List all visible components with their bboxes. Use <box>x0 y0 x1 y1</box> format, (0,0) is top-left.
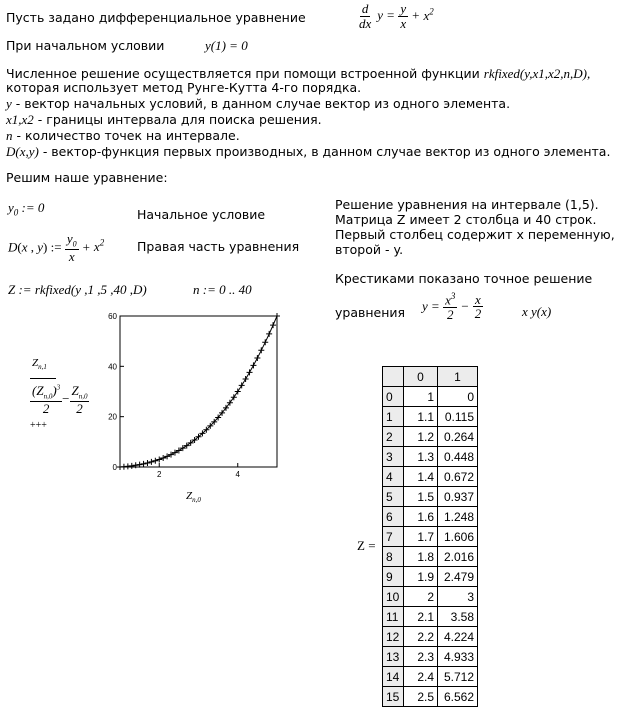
matrix-row <box>383 667 478 687</box>
matrix-label: Z = <box>357 538 376 553</box>
matrix-cell: 0.448 <box>438 447 478 467</box>
matrix-row <box>383 387 478 407</box>
matrix-cell: 6.562 <box>438 687 478 707</box>
matrix-row-index: 15 <box>383 687 404 707</box>
matrix-row <box>383 447 478 467</box>
matrix-cell: 1.9 <box>404 567 438 587</box>
y-tick-label: 60 <box>108 312 117 321</box>
matrix-cell: 5.712 <box>438 667 478 687</box>
solution-note-4: второй - y. <box>335 242 404 257</box>
matrix-row-index: 12 <box>383 627 404 647</box>
x-tick-label: 2 <box>157 470 162 479</box>
legend-series-1-line <box>30 378 56 379</box>
solution-note-2: Матрица Z имеет 2 столбца и 40 строк. <box>335 212 597 227</box>
matrix-row <box>383 527 478 547</box>
desc-line-1: Численное решение осуществляется при помощи встроенной функции rkfixed(y,x1,x2,n,D), <box>6 66 591 81</box>
n-range-definition: n := 0 .. 40 <box>193 282 252 297</box>
matrix-row-index: 9 <box>383 567 404 587</box>
matrix-row-index: 8 <box>383 547 404 567</box>
matrix-cell: 1.248 <box>438 507 478 527</box>
matrix-row <box>383 607 478 627</box>
matrix-cell: 1.5 <box>404 487 438 507</box>
desc-line-7: Решим наше уравнение: <box>6 170 168 185</box>
D-definition: D(x , y) := $\frac{y_0}{x}$ + $x^2$ <box>8 231 105 264</box>
ode-equation: $\frac{d}{dx}$ y = $\frac{y}{x}$ + $x^2$ <box>359 1 434 31</box>
matrix-cell: 1.8 <box>404 547 438 567</box>
matrix-row <box>383 467 478 487</box>
y-tick-label: 20 <box>108 412 117 422</box>
matrix-row <box>383 407 478 427</box>
matrix-row-index: 3 <box>383 447 404 467</box>
matrix-cell: 1.7 <box>404 527 438 547</box>
matrix-cell: 0 <box>438 387 478 407</box>
matrix-cell: 3.58 <box>438 607 478 627</box>
matrix-cell: 2.5 <box>404 687 438 707</box>
x-yx-evaluation: x y(x) <box>522 304 552 319</box>
matrix-row <box>383 627 478 647</box>
matrix-cell: 0.672 <box>438 467 478 487</box>
matrix-cell: 2.479 <box>438 567 478 587</box>
y-tick-label: 40 <box>108 362 117 372</box>
matrix-row <box>383 647 478 667</box>
matrix-row <box>383 547 478 567</box>
matrix-row-index: 1 <box>383 407 404 427</box>
matrix-cell: 0.937 <box>438 487 478 507</box>
matrix-cell: 2.1 <box>404 607 438 627</box>
matrix-row-index: 14 <box>383 667 404 687</box>
matrix-cell: 1.4 <box>404 467 438 487</box>
initial-condition: y(1) = 0 <box>205 38 248 53</box>
solution-note-3: Первый столбец содержит x переменную, <box>335 227 615 242</box>
desc-line-3: y - вектор начальных условий, в данном случае вектор из одного элемента. <box>6 96 511 111</box>
legend-series-1: $Z_{n,1}$ <box>32 357 47 372</box>
matrix-cell: 3 <box>438 587 478 607</box>
matrix-row-index: 0 <box>383 387 404 407</box>
intro-line-1: Пусть задано дифференциальное уравнение <box>6 10 306 25</box>
exact-solution-note: Крестиками показано точное решение <box>335 271 593 286</box>
matrix-row-index: 11 <box>383 607 404 627</box>
x-tick-label: 4 <box>235 470 240 479</box>
matrix-row <box>383 587 478 607</box>
matrix-cell: 1.6 <box>404 507 438 527</box>
x-axis-label: $Z_{n,0}$ <box>186 490 201 505</box>
matrix-cell: 4.933 <box>438 647 478 667</box>
plot-area <box>120 316 277 467</box>
matrix-row <box>383 487 478 507</box>
matrix-row <box>383 427 478 447</box>
matrix-row-index: 5 <box>383 487 404 507</box>
desc-line-2: которая использует метод Рунге-Кутта 4-го порядка. <box>6 80 362 95</box>
matrix-cell: 1.1 <box>404 407 438 427</box>
matrix-cell: 0.115 <box>438 407 478 427</box>
D-label: Правая часть уравнения <box>137 239 300 254</box>
matrix-row <box>383 567 478 587</box>
matrix-Z <box>382 366 478 707</box>
desc-line-5: n - количество точек на интервале. <box>6 128 240 143</box>
y0-definition: $y_0$ := 0 <box>8 200 45 218</box>
desc-line-6: D(x,y) - вектор-функция первых производных, в данном случае вектор из одного элемента. <box>6 144 611 159</box>
y0-label: Начальное условие <box>137 207 266 222</box>
matrix-cell: 1 <box>404 387 438 407</box>
legend-series-2-markers: +++ <box>30 420 47 431</box>
matrix-cell: 1.3 <box>404 447 438 467</box>
matrix-cell: 4.224 <box>438 627 478 647</box>
Z-definition: Z := rkfixed(y ,1 ,5 ,40 ,D) <box>8 282 147 297</box>
matrix-row-index: 10 <box>383 587 404 607</box>
matrix-row-index: 6 <box>383 507 404 527</box>
matrix-cell: 1.606 <box>438 527 478 547</box>
matrix-cell: 1.2 <box>404 427 438 447</box>
matrix-row-index: 2 <box>383 427 404 447</box>
exact-solution-formula: y = $\frac{x^3}{2}$ − $\frac{x}{2}$ <box>422 291 482 322</box>
matrix-cell: 2.016 <box>438 547 478 567</box>
y-tick-label: 0 <box>112 463 117 472</box>
matrix-row <box>383 687 478 707</box>
matrix-cell: 2.2 <box>404 627 438 647</box>
desc-line-4: x1,x2 - границы интервала для поиска решения. <box>6 112 322 127</box>
matrix-col-header: 1 <box>438 367 478 387</box>
matrix-row-index: 7 <box>383 527 404 547</box>
intro-line-2: При начальном условии <box>6 38 165 53</box>
matrix-cell: 2 <box>404 587 438 607</box>
matrix-cell: 2.4 <box>404 667 438 687</box>
legend-series-2: $\frac{(Z_{n,0})^3}{2}$ − $\frac{Z_{n,0}}{2}$ <box>32 383 88 416</box>
matrix-cell: 0.264 <box>438 427 478 447</box>
matrix-corner <box>383 367 404 387</box>
solution-plot <box>95 306 285 506</box>
matrix-row-index: 13 <box>383 647 404 667</box>
matrix-cell: 2.3 <box>404 647 438 667</box>
matrix-row <box>383 507 478 527</box>
matrix-col-header: 0 <box>404 367 438 387</box>
exact-solution-label: уравнения <box>335 305 406 320</box>
rkfixed-signature: rkfixed(y,x1,x2,n,D), <box>483 66 591 81</box>
matrix-row-index: 4 <box>383 467 404 487</box>
solution-note-1: Решение уравнения на интервале (1,5). <box>335 197 599 212</box>
